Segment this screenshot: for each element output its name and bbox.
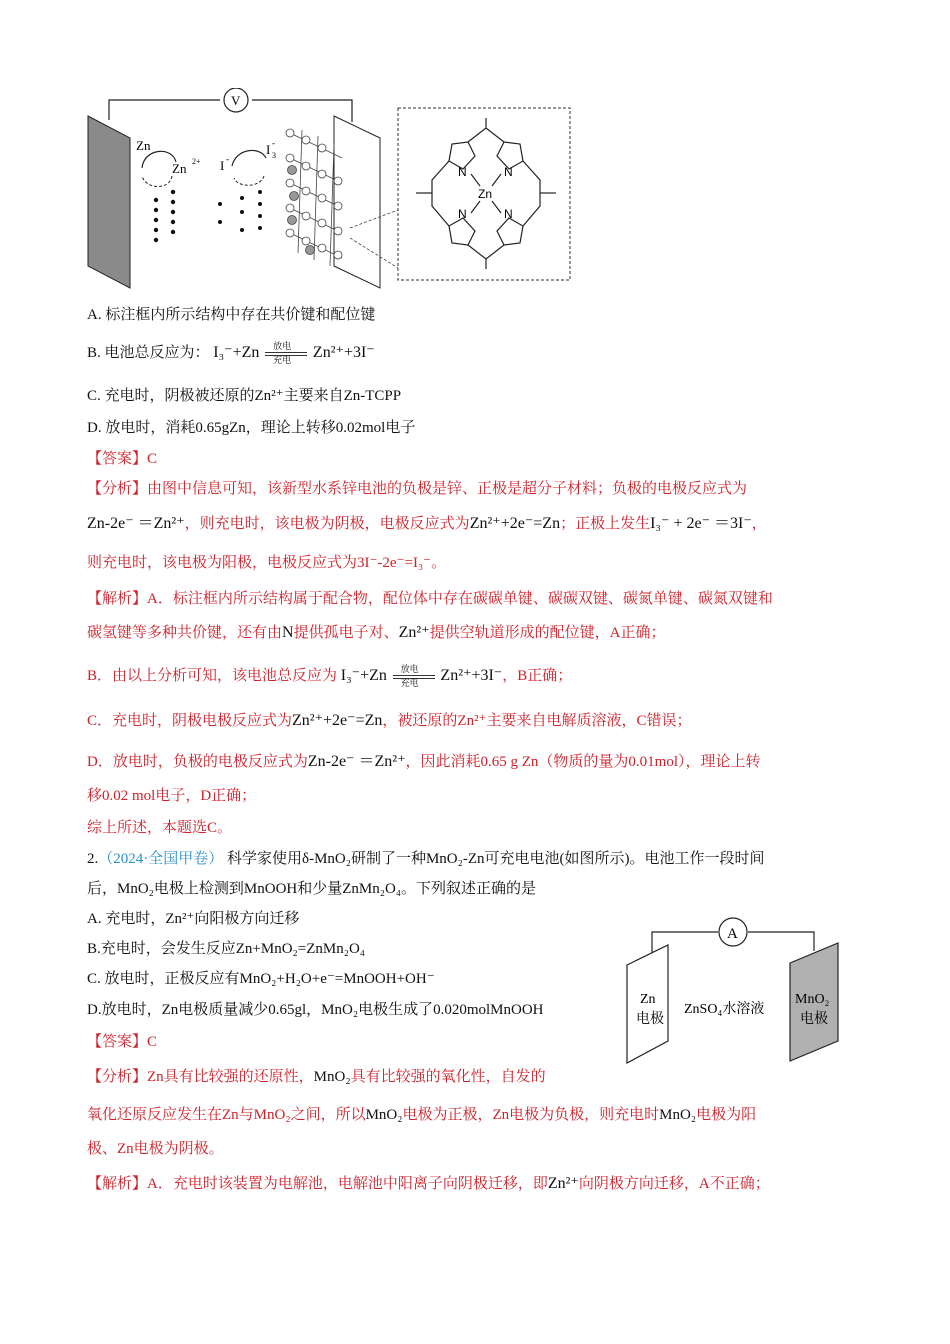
q2-analysis-text2: 具有比较强的氧化性，自发的 bbox=[350, 1069, 546, 1085]
ammeter-label: A bbox=[727, 926, 738, 942]
q1-explain-d-line1 bbox=[87, 751, 761, 773]
zn2-charge: 2+ bbox=[192, 157, 201, 166]
q2-explain-a bbox=[87, 1173, 770, 1195]
triiodide-subscript: 3 bbox=[272, 151, 276, 160]
q1-option-c: C. 充电时，阴极被还原的Zn²⁺主要来自Zn-TCPP bbox=[87, 388, 402, 404]
q1-explain-d-line2: 移0.02 mol电子，D正确； bbox=[87, 788, 257, 804]
q1-option-b bbox=[87, 342, 375, 365]
q1-explain-b-suffix: ，B正确； bbox=[502, 668, 573, 684]
explain-reaction-left: I₃⁻+Zn bbox=[340, 667, 387, 684]
q2-analysis-line2 bbox=[87, 1104, 756, 1126]
zn-electrode-label: Zn bbox=[640, 992, 656, 1007]
q1-explain-c-text1: C．充电时，阴极电极反应式为 bbox=[87, 713, 293, 729]
q1-option-b-label: B. 电池总反应为： bbox=[87, 345, 210, 361]
q2-option-b: B.充电时，会发生反应Zn+MnO₂=ZnMn₂O₄ bbox=[87, 941, 366, 957]
q1-explain-a-line2 bbox=[87, 622, 665, 644]
q1-analysis-line3: 则充电时，该电极为阳极，电极反应式为3I⁻-2e⁻=I₃⁻。 bbox=[87, 555, 447, 571]
q1-explain-d-text1: D．放电时，负极的电极反应式为 bbox=[87, 754, 308, 770]
explain-arrow-charge: 充电 bbox=[400, 677, 419, 688]
q1-explain-c-eq: Zn²⁺+2e⁻=Zn bbox=[292, 712, 383, 729]
q1-option-d: D. 放电时，消耗0.65gZn，理论上转移0.02mol电子 bbox=[87, 420, 416, 436]
q1-analysis-line2 bbox=[87, 513, 767, 535]
q1-explain-d-text2: ，因此消耗0.65 g Zn（物质的量为0.01mol），理论上转 bbox=[405, 754, 761, 770]
q2-source: （2024·全国甲卷） bbox=[98, 851, 224, 867]
q1-explain-a-text3: 提供空轨道形成的配位键，A正确； bbox=[429, 625, 666, 641]
n-atom-3: N bbox=[458, 207, 467, 221]
q1-explain-d-eq: Zn-2e⁻ ＝Zn²⁺ bbox=[307, 753, 406, 770]
mno2-electrode-label2: 电极 bbox=[800, 1012, 828, 1027]
zn-label: Zn bbox=[136, 138, 151, 153]
q1-explain-c bbox=[87, 710, 692, 732]
q2-analysis-mno2-2: MnO₂ bbox=[365, 1107, 403, 1123]
q1-explain-a-text2: 提供孤电子对、 bbox=[293, 625, 399, 641]
q1-eq-positive: I₃⁻ + 2e⁻ ＝3I⁻ bbox=[650, 515, 752, 532]
n-atom-2: N bbox=[504, 165, 513, 179]
q2-analysis-text3: 氧化还原反应发生在Zn与MnO₂之间，所以 bbox=[87, 1107, 366, 1123]
q1-eq-cathode: Zn²⁺+2e⁻=Zn bbox=[469, 515, 561, 532]
q1-explain-b-text: B．由以上分析可知，该电池总反应为 bbox=[87, 668, 338, 684]
q2-analysis-text1: 【分析】Zn具有比较强的还原性， bbox=[87, 1069, 314, 1085]
q1-analysis-text-c: ， bbox=[751, 516, 767, 532]
q1-answer: 【答案】C bbox=[87, 451, 158, 467]
n-atom-1: N bbox=[458, 165, 467, 179]
voltmeter-label: V bbox=[231, 93, 241, 108]
q2-analysis-text5: 电极为阳 bbox=[696, 1107, 757, 1123]
reversible-arrow bbox=[265, 340, 307, 365]
q2-stem-line1 bbox=[87, 848, 765, 870]
q1-eq-anode: Zn-2e⁻ ＝Zn²⁺ bbox=[87, 515, 185, 532]
zn-electrode-label2: 电极 bbox=[636, 1012, 664, 1027]
q2-number: 2. bbox=[87, 851, 99, 867]
explain-arrow-discharge: 放电 bbox=[400, 663, 419, 674]
q2-answer: 【答案】C bbox=[87, 1034, 158, 1050]
triiodide-label: I bbox=[266, 142, 271, 157]
reaction-left: I₃⁻+Zn bbox=[213, 344, 260, 361]
q2-option-c: C. 放电时，正极反应有MnO₂+H₂O+e⁻=MnOOH+OH⁻ bbox=[87, 971, 435, 987]
q2-option-a: A. 充电时，Zn²⁺向阳极方向迁移 bbox=[87, 911, 300, 927]
q2-explain-a-zn2: Zn²⁺ bbox=[547, 1175, 579, 1192]
q1-analysis-text-a: ，则充电时，该电极为阴极，电极反应式为 bbox=[184, 516, 470, 532]
q1-option-a: A. 标注框内所示结构中存在共价键和配位键 bbox=[87, 307, 376, 323]
triiodide-charge: - bbox=[272, 138, 275, 148]
q1-explain-a-text1: 碳氢键等多种共价键，还有由 bbox=[87, 625, 283, 641]
q1-explain-c-text2: ，被还原的Zn²⁺主要来自电解质溶液，C错误； bbox=[382, 713, 692, 729]
q1-conclusion: 综上所述，本题选C。 bbox=[87, 820, 233, 836]
electrolyte-label: ZnSO₄水溶液 bbox=[684, 1002, 765, 1017]
q2-analysis-line1 bbox=[87, 1066, 546, 1088]
reaction-right: Zn²⁺+3I⁻ bbox=[312, 344, 375, 361]
q2-analysis-mno2-1: MnO₂ bbox=[313, 1069, 351, 1085]
q2-stem-text1: 科学家使用δ-MnO₂研制了一种MnO₂-Zn可充电电池(如图所示)。电池工作一段时间 bbox=[223, 851, 765, 867]
zn-center-atom: Zn bbox=[478, 187, 493, 201]
mno2-zn-battery-figure bbox=[620, 915, 850, 1065]
q2-analysis-line3: 极、Zn电极为阴极。 bbox=[87, 1141, 224, 1157]
q2-analysis-mno2-3: MnO₂ bbox=[659, 1107, 697, 1123]
mno2-electrode-label: MnO₂ bbox=[795, 992, 830, 1007]
q1-analysis-text-b: ；正极上发生 bbox=[560, 516, 651, 532]
q1-explain-n: N bbox=[282, 624, 294, 641]
iodide-charge: - bbox=[226, 154, 229, 164]
q1-explain-zn2: Zn²⁺ bbox=[398, 624, 430, 641]
q2-explain-a-text2: 向阴极方向迁移，A不正确； bbox=[578, 1176, 770, 1192]
battery-structure-figure bbox=[80, 88, 575, 293]
q2-explain-a-text1: 【解析】A．充电时该装置为电解池，电解池中阳离子向阴极迁移，即 bbox=[87, 1176, 548, 1192]
explain-reversible-arrow bbox=[393, 663, 435, 688]
q1-analysis-line1: 【分析】由图中信息可知，该新型水系锌电池的负极是锌、正极是超分子材料；负极的电极反应式为 bbox=[87, 481, 748, 497]
q2-analysis-text4: 电极为正极，Zn电极为负极，则充电时 bbox=[402, 1107, 660, 1123]
iodide-label: I bbox=[220, 158, 225, 173]
q2-option-d: D.放电时，Zn电极质量减少0.65gl，MnO₂电极生成了0.020molMnOOH bbox=[87, 1002, 544, 1018]
q1-explain-b bbox=[87, 665, 572, 688]
arrow-discharge-label: 放电 bbox=[273, 340, 292, 351]
zn-ion-dots bbox=[154, 190, 175, 242]
n-atom-4: N bbox=[504, 207, 513, 221]
q2-stem-line2: 后，MnO₂电极上检测到MnOOH和少量ZnMn₂O₄。下列叙述正确的是 bbox=[87, 881, 537, 897]
zn2-label: Zn bbox=[172, 161, 187, 176]
explain-reaction-right: Zn²⁺+3I⁻ bbox=[440, 667, 503, 684]
iodide-ion-dots bbox=[218, 190, 262, 232]
arrow-charge-label: 充电 bbox=[273, 354, 292, 365]
q1-explain-a-line1: 【解析】A．标注框内所示结构属于配合物，配位体中存在碳碳单键、碳碳双键、碳氮单键、碳氮双键和 bbox=[87, 591, 773, 607]
